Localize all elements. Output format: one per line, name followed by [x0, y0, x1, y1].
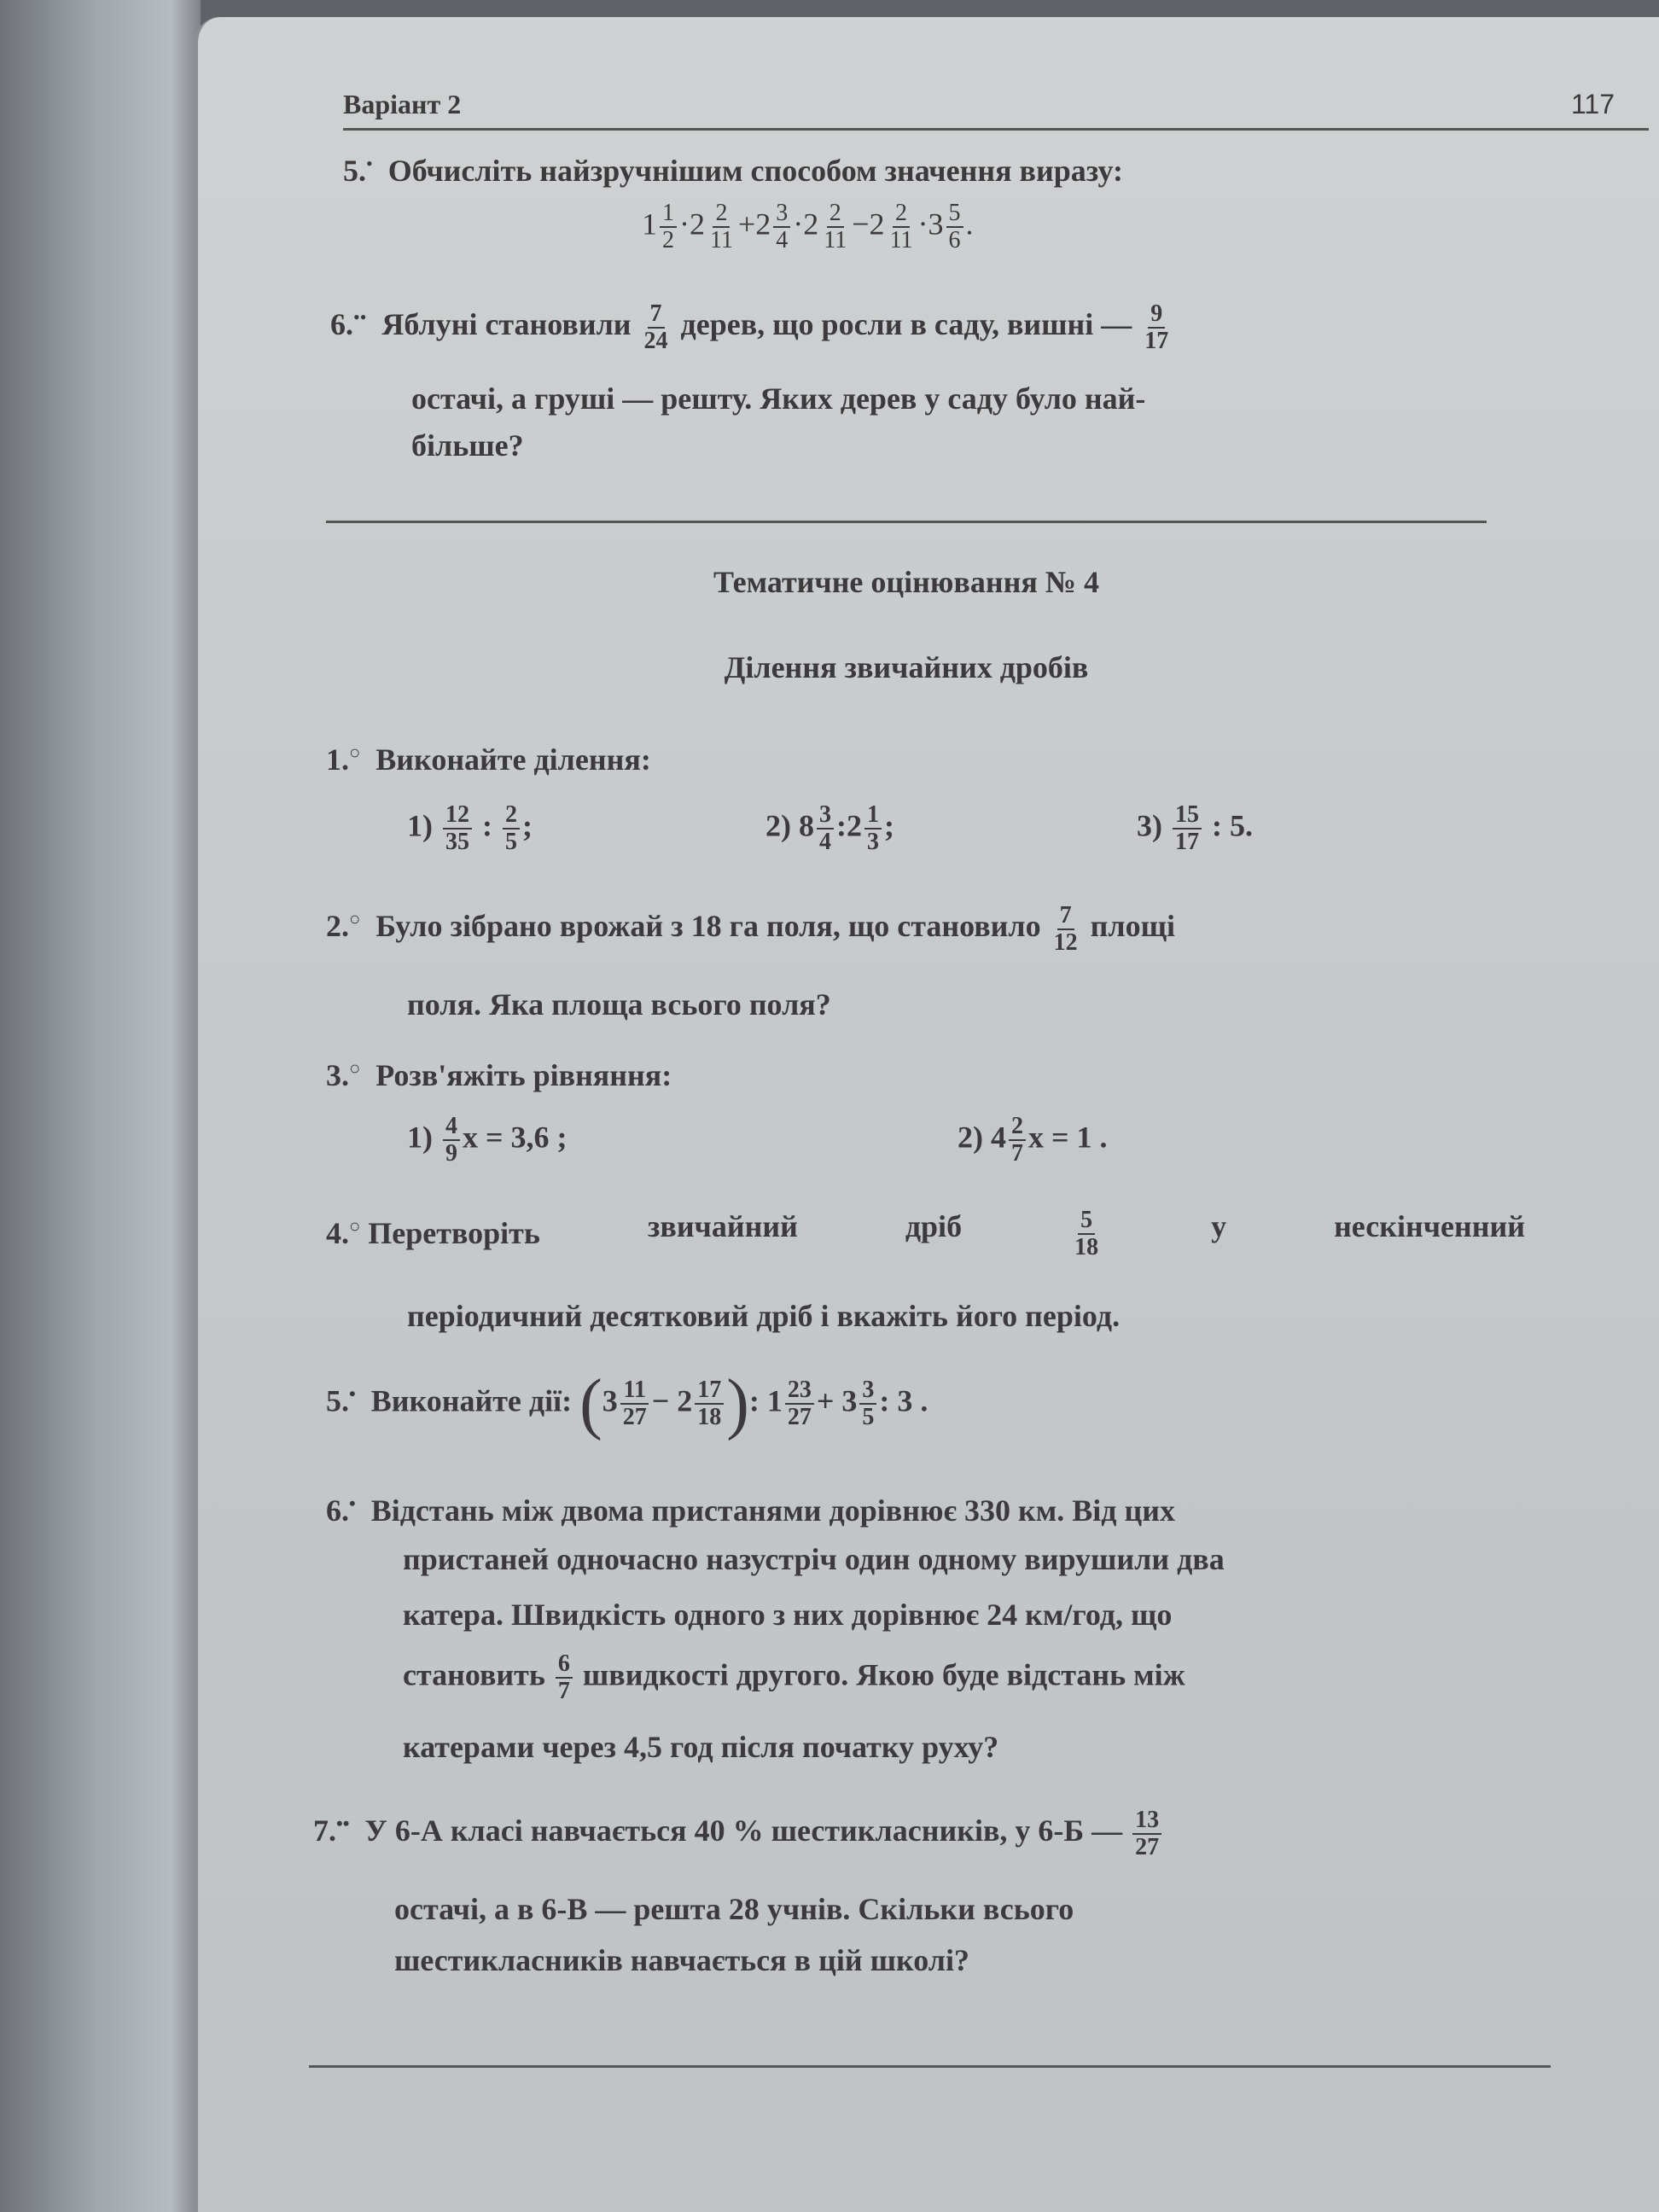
section-divider	[326, 521, 1487, 523]
task-2: 2.○ Було зібрано врожай з 18 га поля, що становило $\frac{7}{12}$ площі	[326, 901, 1175, 956]
task-7: 7.•• У 6-А класі навчається 40 % шестикласників, у 6-Б — $\frac{13}{27}$	[313, 1805, 1164, 1860]
page-number: 117	[1570, 89, 1615, 119]
page-header	[343, 77, 1649, 131]
bottom-divider	[309, 2065, 1551, 2068]
task-4: 4.○ Перетворіть звичайний дріб $\frac{5}{18}$ у нескінченний	[326, 1207, 1525, 1260]
task-5: 5.• Виконайте дії: (3 $\frac{11}{27}$ − 2 $\frac{17}{18}$ ): 1 $\frac{23}{27}$ + 3 $\frac{3}{5}$ : 3 .	[326, 1366, 928, 1441]
task-6-line4: становить $\frac{6}{7}$ швидкості другого. Якою буде відстань між	[403, 1650, 1185, 1704]
task-6: 6.• Відстань між двома пристанями дорівнює 330 км. Від цих	[326, 1493, 1175, 1528]
prev-q6-line3: більше?	[411, 428, 524, 463]
task-7-line2: остачі, а в 6-В — решта 28 учнів. Скільки всього	[394, 1892, 1074, 1926]
task-7-line3: шестикласників навчається в цій школі?	[394, 1943, 969, 1977]
task-6-line3: катера. Швидкість одного з них дорівнює 24 км/год, що	[403, 1598, 1173, 1632]
prev-q5-expression: 1 $\frac{1}{2}$ ·2 $\frac{2}{11}$ +2 $\frac{3}{4}$ ·2 $\frac{2}{11}$ −2 $\frac{2}{11}$ ·3 $\frac{5}{6}$ .	[642, 200, 974, 253]
variant-label: Варіант 2	[343, 89, 462, 119]
task-1: 1.○ Виконайте ділення:	[326, 742, 651, 777]
section-title: Тематичне оцінювання № 4	[713, 565, 1099, 599]
task-1-c: 3) $\frac{15}{17}$ : 5.	[1137, 801, 1253, 855]
book-page	[195, 17, 1659, 2212]
task-6-line2: пристаней одночасно назустріч один одному вирушили два	[403, 1542, 1225, 1576]
task-1-a: 1) $\frac{12}{35}$ : $\frac{2}{5}$ ;	[407, 801, 533, 855]
left-page-edge	[0, 0, 201, 2212]
prev-q6: 6.•• Яблуні становили $\frac{7}{24}$ дерев, що росли в саду, вишні — $\frac{9}{17}$	[330, 300, 1169, 354]
task-2-line2: поля. Яка площа всього поля?	[407, 987, 831, 1022]
section-subtitle: Ділення звичайних дробів	[724, 650, 1089, 684]
prev-q6-line2: остачі, а груші — решту. Яких дерев у саду було най-	[411, 381, 1146, 416]
task-6-line5: катерами через 4,5 год після початку руху?	[403, 1730, 999, 1764]
prev-q5: 5.• Обчисліть найзручнішим способом значення виразу:	[343, 153, 1123, 188]
task-1-b: 2) 8 $\frac{3}{4}$ :2 $\frac{1}{3}$ ;	[765, 801, 894, 855]
task-3: 3.○ Розв'яжіть рівняння:	[326, 1057, 672, 1092]
task-3-a: 1) $\frac{4}{9}$ x = 3,6 ;	[407, 1113, 568, 1167]
task-4-line2: періодичний десятковий дріб і вкажіть його період.	[407, 1299, 1121, 1333]
task-3-b: 2) 4 $\frac{2}{7}$ x = 1 .	[958, 1113, 1108, 1167]
